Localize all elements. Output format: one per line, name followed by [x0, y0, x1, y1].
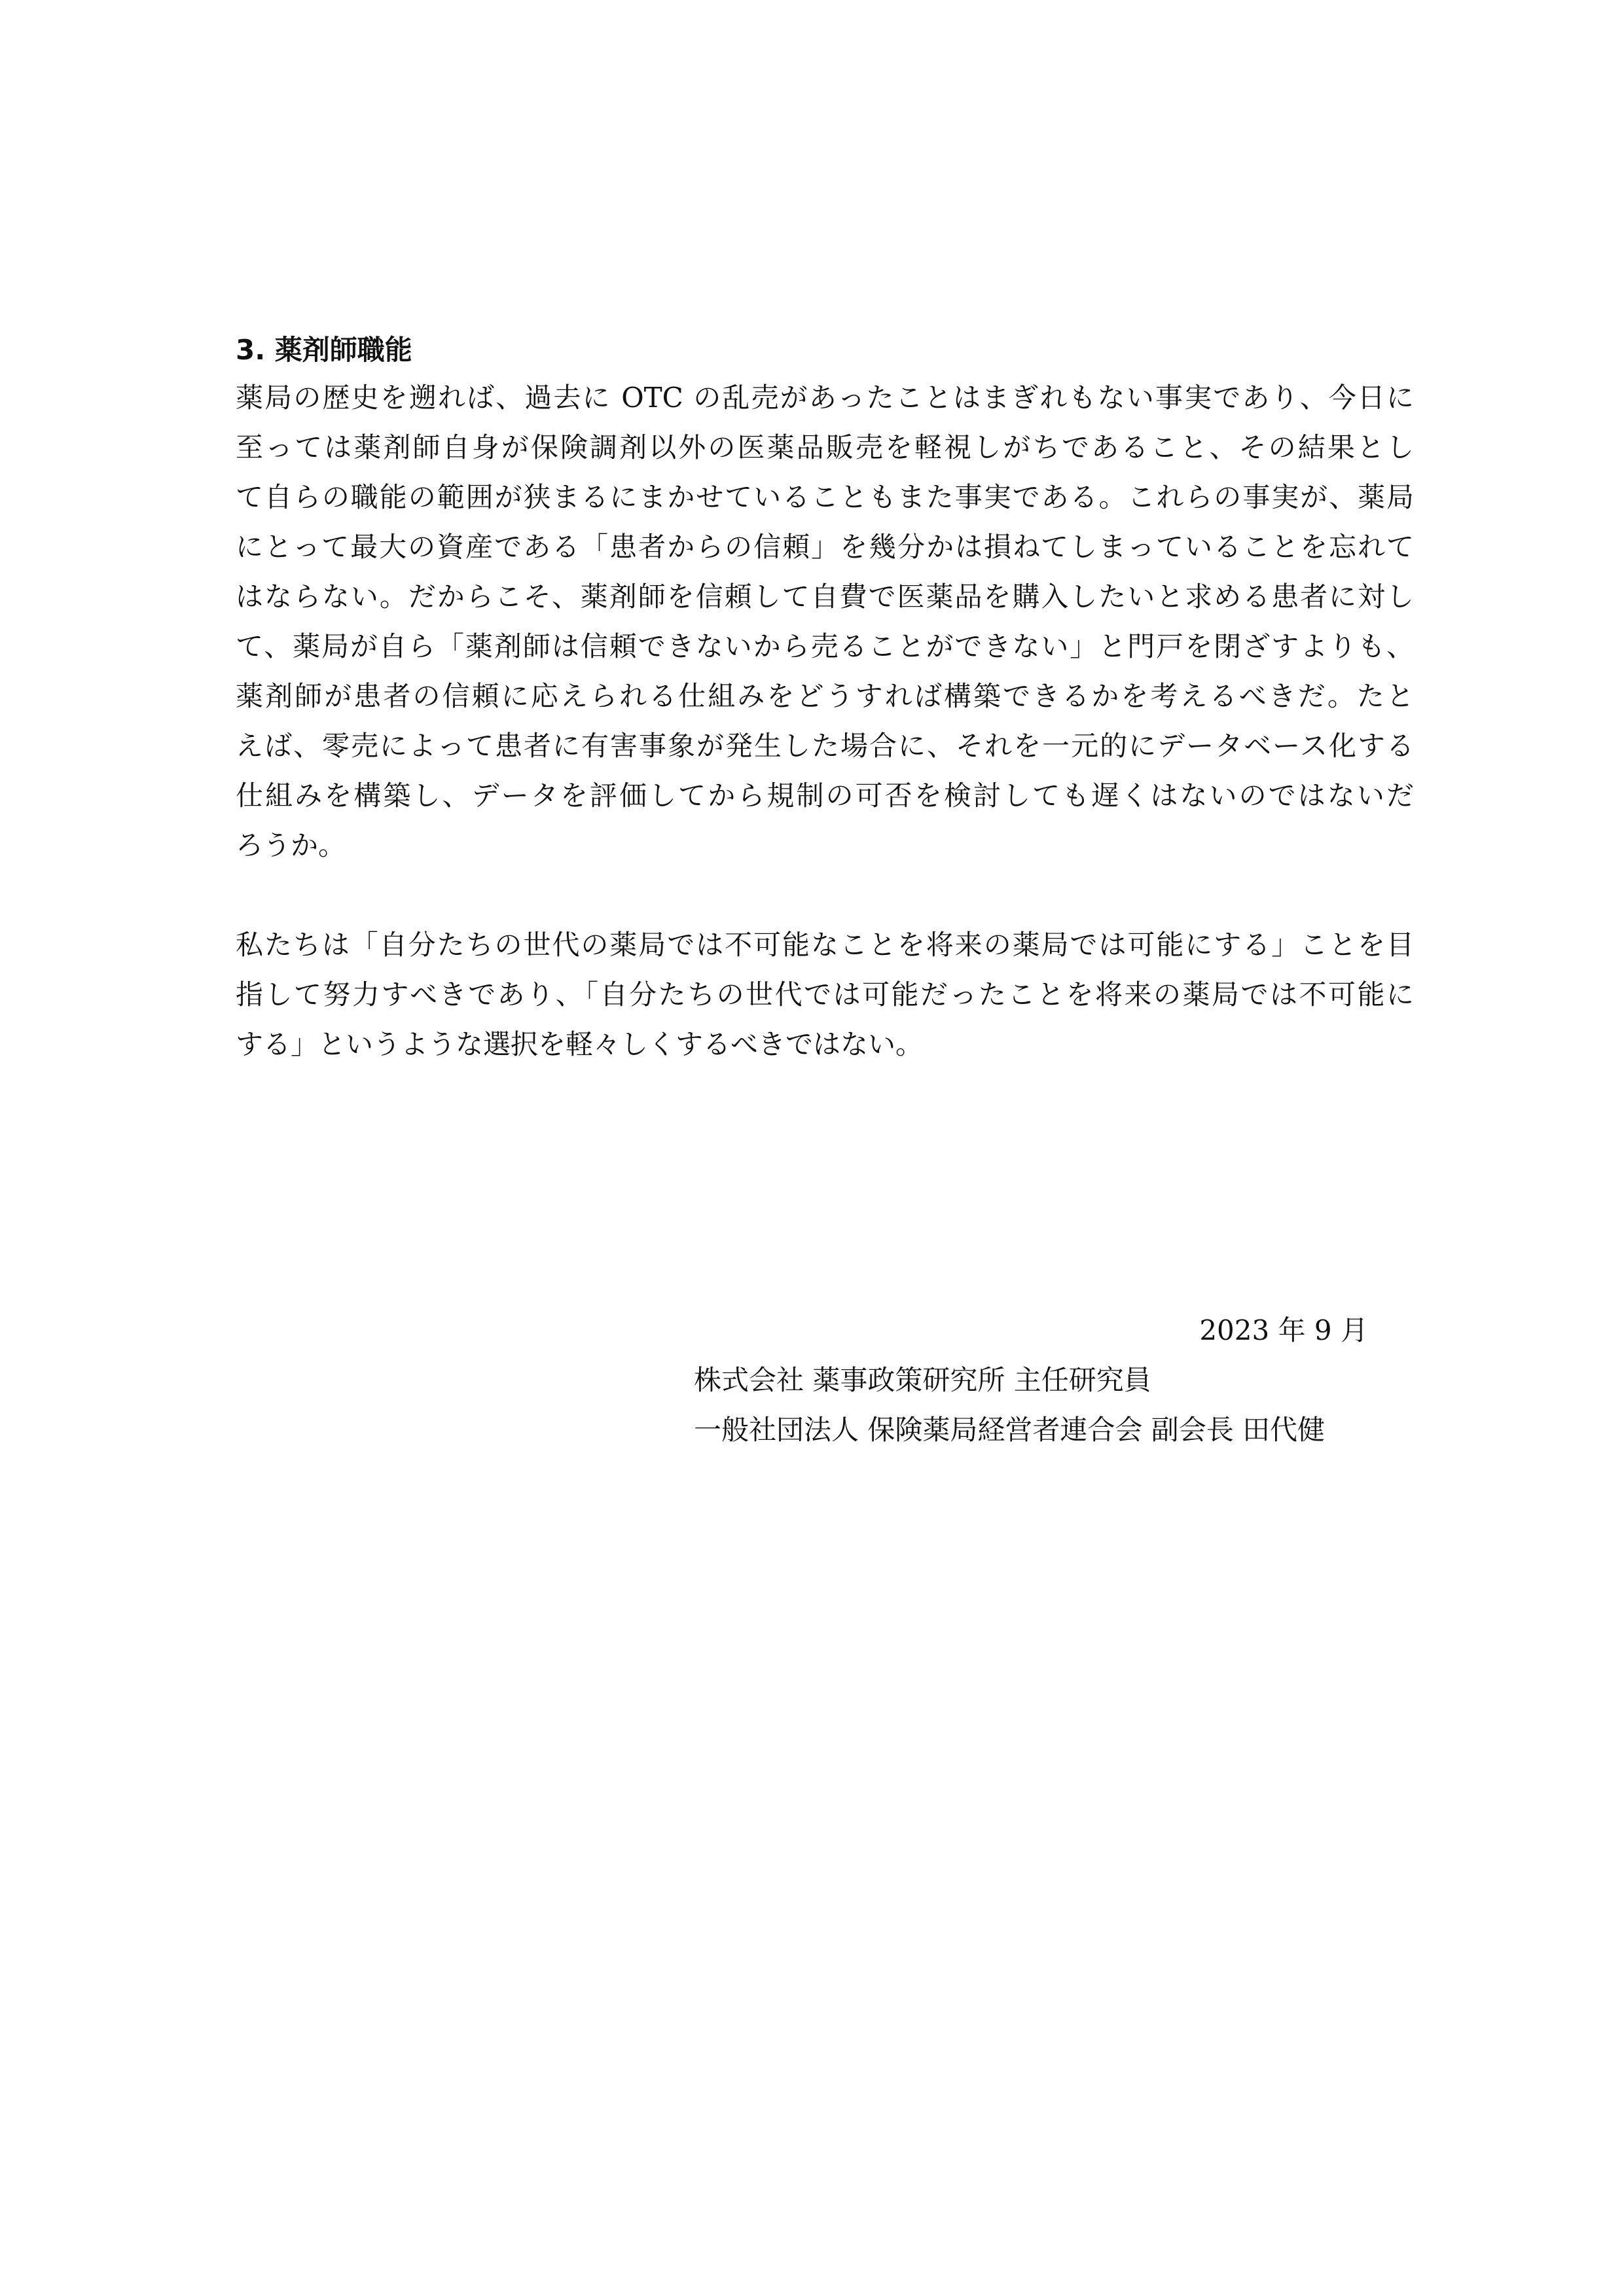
text-line: て、薬局が自ら「薬剤師は信頼できないから売ることができない」と門戸を閉ざすよりも、: [236, 630, 1414, 662]
section-heading: 3. 薬剤師職能: [236, 334, 412, 366]
paragraph-2: [236, 920, 1414, 1069]
paragraph-1: [236, 373, 1414, 870]
signature-affiliation-1: 株式会社 薬事政策研究所 主任研究員: [694, 1364, 1151, 1396]
text-line: する」というような選択を軽々しくするべきではない。: [236, 1028, 924, 1060]
signature-date: 2023 年 9 月: [1199, 1314, 1368, 1346]
text-line: えば、零売によって患者に有害事象が発生した場合に、それを一元的にデータベース化する: [236, 730, 1414, 762]
text-line: はならない。だからこそ、薬剤師を信頼して自費で医薬品を購入したいと求める患者に対し: [236, 581, 1414, 613]
text-line: ろうか。: [236, 829, 346, 861]
signature-affiliation-2: 一般社団法人 保険薬局経営者連合会 副会長 田代健: [694, 1414, 1326, 1446]
text-line: て自らの職能の範囲が狭まるにまかせていることもまた事実である。これらの事実が、薬局: [236, 481, 1414, 513]
signature-block: [694, 1306, 1375, 1455]
text-line: にとって最大の資産である「患者からの信頼」を幾分かは損ねてしまっていることを忘れて: [236, 531, 1414, 563]
text-line: 至っては薬剤師自身が保険調剤以外の医薬品販売を軽視しがちであること、その結果とし: [236, 431, 1414, 463]
text-line: 仕組みを構築し、データを評価してから規制の可否を検討しても遅くはないのではないだ: [236, 780, 1414, 812]
text-line: 薬剤師が患者の信頼に応えられる仕組みをどうすれば構築できるかを考えるべきだ。たと: [236, 680, 1414, 712]
text-line: 薬局の歴史を遡れば、過去に OTC の乱売があったことはまぎれもない事実であり、今日に: [236, 382, 1414, 414]
text-line: 私たちは「自分たちの世代の薬局では不可能なことを将来の薬局では可能にする」ことを目: [236, 929, 1414, 961]
text-line: 指して努力すべきであり、「自分たちの世代では可能だったことを将来の薬局では不可能に: [236, 978, 1414, 1011]
document-body: [236, 327, 1414, 1069]
